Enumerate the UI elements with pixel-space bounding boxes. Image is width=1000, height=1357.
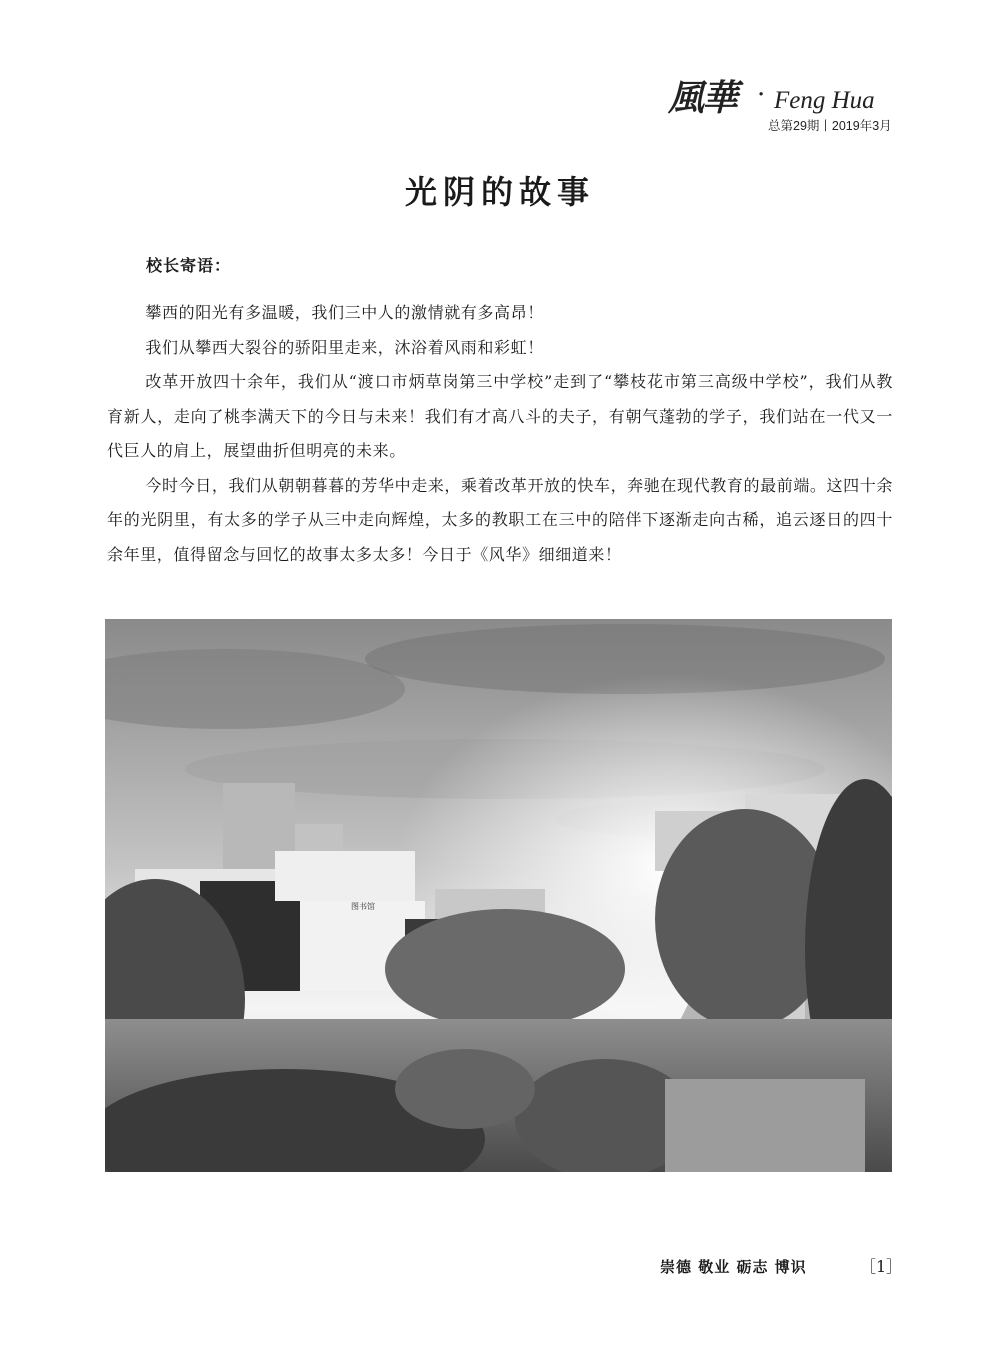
logo-separator: ·: [757, 80, 766, 110]
magazine-name-en: Feng Hua: [774, 87, 875, 114]
article-body: [107, 296, 893, 572]
page-number: ［1］: [860, 1257, 903, 1276]
article-title: 光阴的故事: [404, 173, 595, 211]
paragraph: 改革开放四十余年，我们从“渡口市炳草岗第三中学校”走到了“攀枝花市第三高级中学校”，我们从教育新人，走向了桃李满天下的今日与未来！我们有才高八斗的夫子，有朝气蓬勃的学子，我们站在一代又一代巨人的肩上，展望曲折但明亮的未来。: [107, 372, 893, 460]
school-motto: 崇德 敬业 砺志 博识: [660, 1258, 807, 1276]
campus-photo: [105, 619, 892, 1172]
masthead: [640, 78, 900, 134]
paragraph: 攀西的阳光有多温暖，我们三中人的激情就有多高昂！: [145, 303, 544, 322]
magazine-logo: 風華: [668, 77, 737, 119]
article-subhead: 校长寄语：: [146, 256, 232, 275]
paragraph: 我们从攀西大裂谷的骄阳里走来，沐浴着风雨和彩虹！: [145, 337, 544, 357]
issue-info: 总第29期丨2019年3月: [768, 119, 892, 133]
building-sign: 图书馆: [351, 902, 375, 911]
paragraph: 今时今日，我们从朝朝暮暮的芳华中走来，乘着改革开放的快车，奔驰在现代教育的最前端。这四十余年的光阴里，有太多的学子从三中走向辉煌，太多的教职工在三中的陪伴下逐渐走向古稀，追云逐日的四十余年里，值得留念与回忆的故事太多太多！今日于《风华》细细道来！: [107, 475, 893, 564]
